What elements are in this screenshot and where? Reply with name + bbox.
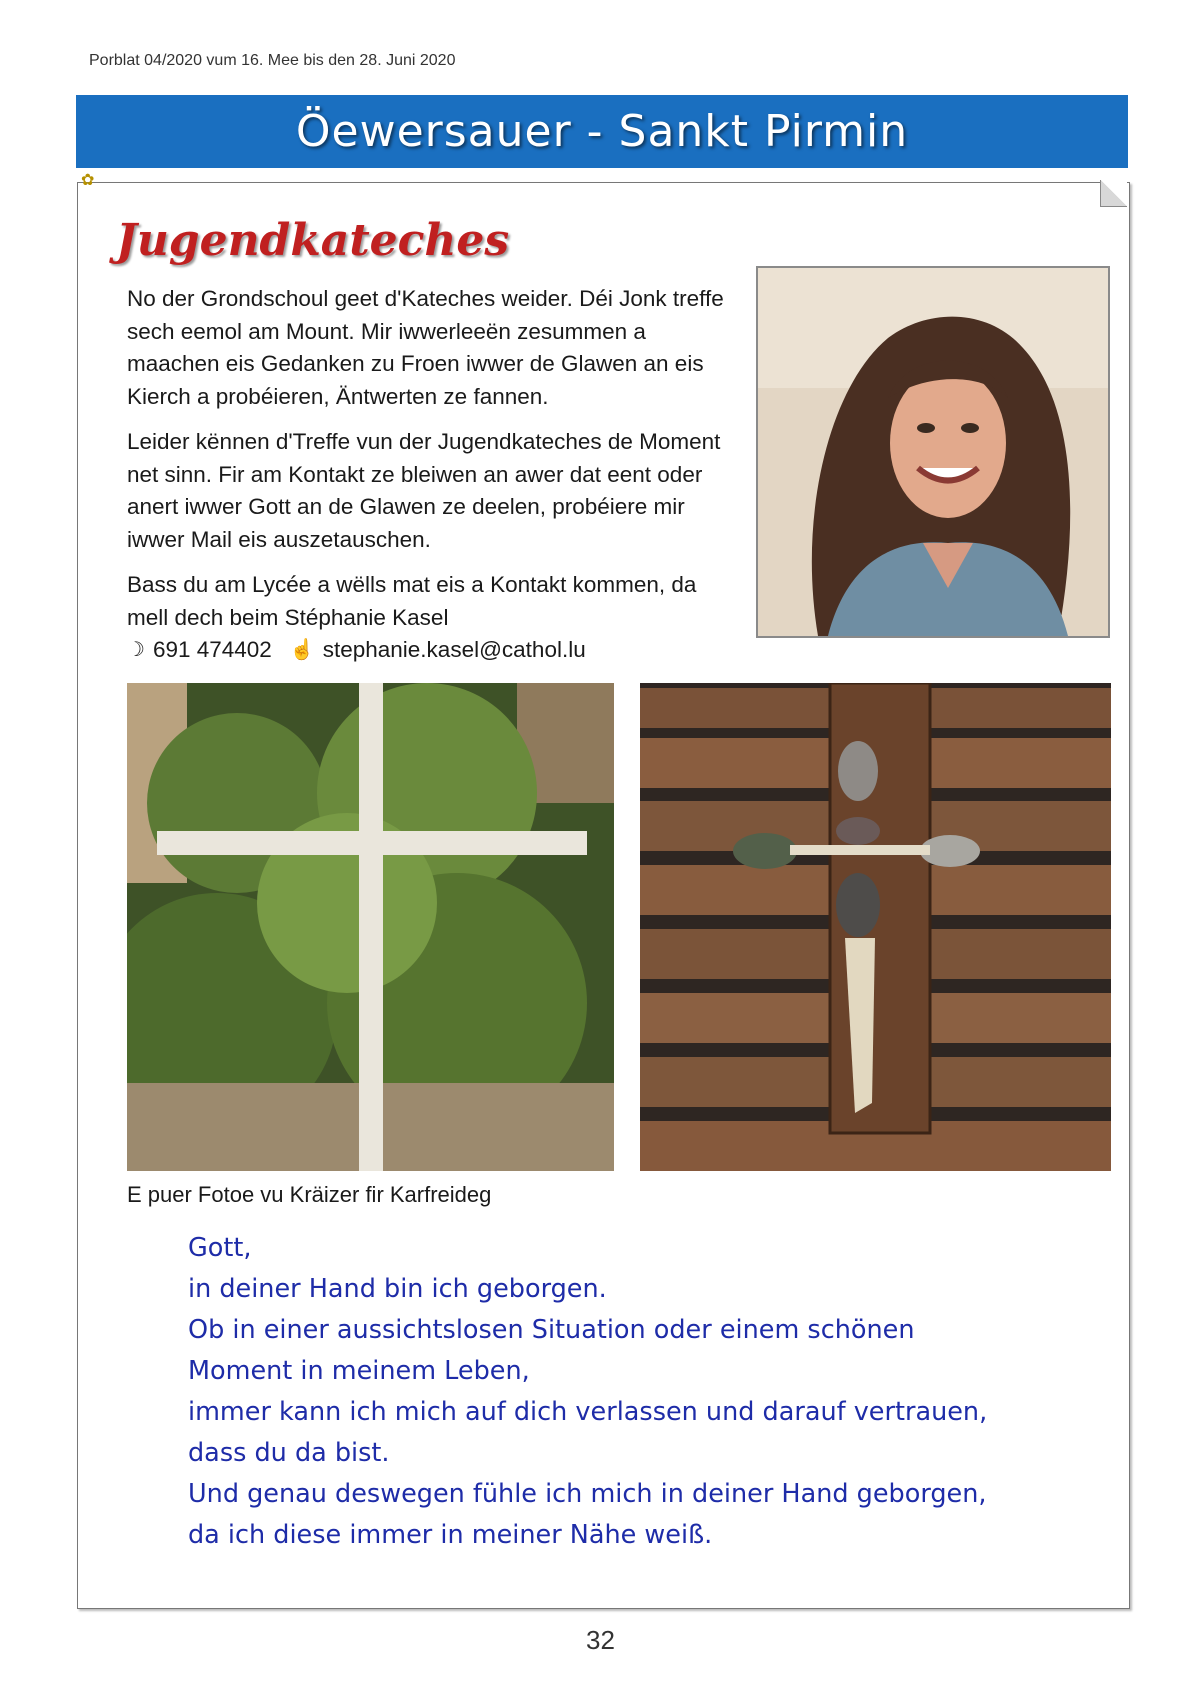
email-link[interactable]: stephanie.kasel@cathol.lu — [322, 637, 586, 662]
cross-table-photo — [640, 683, 1111, 1171]
prayer-line: immer kann ich mich auf dich verlassen und darauf vertrauen, — [188, 1397, 988, 1427]
paragraph-1: No der Grondschoul geet d'Kateches weider. Déi Jonk treffe sech eemol am Mount. Mir iwwerleeën zesummen a maachen eis Gedanken zu Froen iwwer de Glawen an eis Kierch a probéieren, Äntwerten ze fannen. — [127, 286, 724, 409]
pin-icon: ✿ — [81, 172, 95, 189]
phone-number: 691 474402 — [152, 637, 272, 662]
photo-caption: E puer Fotoe vu Kräizer fir Karfreideg — [127, 1182, 492, 1207]
prayer-line: Ob in einer aussichtslosen Situation oder einem schönen — [188, 1315, 915, 1345]
banner — [76, 95, 1128, 168]
prayer-line: in deiner Hand bin ich geborgen. — [188, 1274, 607, 1304]
banner-title: Öewersauer - Sankt Pirmin — [295, 106, 909, 157]
prayer-line: dass du da bist. — [188, 1438, 390, 1468]
article-title: Jugendkateches — [116, 215, 510, 266]
phone-icon: ☽ — [127, 639, 145, 661]
prayer-line: Moment in meinem Leben, — [188, 1356, 530, 1386]
cross-hedge-photo — [127, 683, 614, 1171]
prayer-line: da ich diese immer in meiner Nähe weiß. — [188, 1520, 713, 1550]
page-curl-icon — [1100, 180, 1127, 207]
paragraph-2: Leider kënnen d'Treffe vun der Jugendkateches de Moment net sinn. Fir am Kontakt ze bleiwen an awer dat eent oder anert iwwer Gott an de Glawen ze deelen, probéiere mir iwwer Mail eis auszetauschen. — [127, 429, 721, 552]
article-body — [127, 283, 727, 667]
portrait-photo — [756, 266, 1110, 638]
contact-row — [127, 634, 727, 667]
paragraph-3: Bass du am Lycée a wëlls mat eis a Kontakt kommen, da mell dech beim Stéphanie Kasel — [127, 572, 697, 630]
issue-line: Porblat 04/2020 vum 16. Mee bis den 28. Juni 2020 — [89, 52, 456, 69]
prayer-line: Und genau deswegen fühle ich mich in deiner Hand geborgen, — [188, 1479, 987, 1509]
mouse-hand-icon: ☝ — [289, 639, 315, 661]
page-number: 32 — [586, 1625, 615, 1655]
prayer-line: Gott, — [188, 1233, 252, 1263]
prayer-text — [188, 1228, 987, 1556]
